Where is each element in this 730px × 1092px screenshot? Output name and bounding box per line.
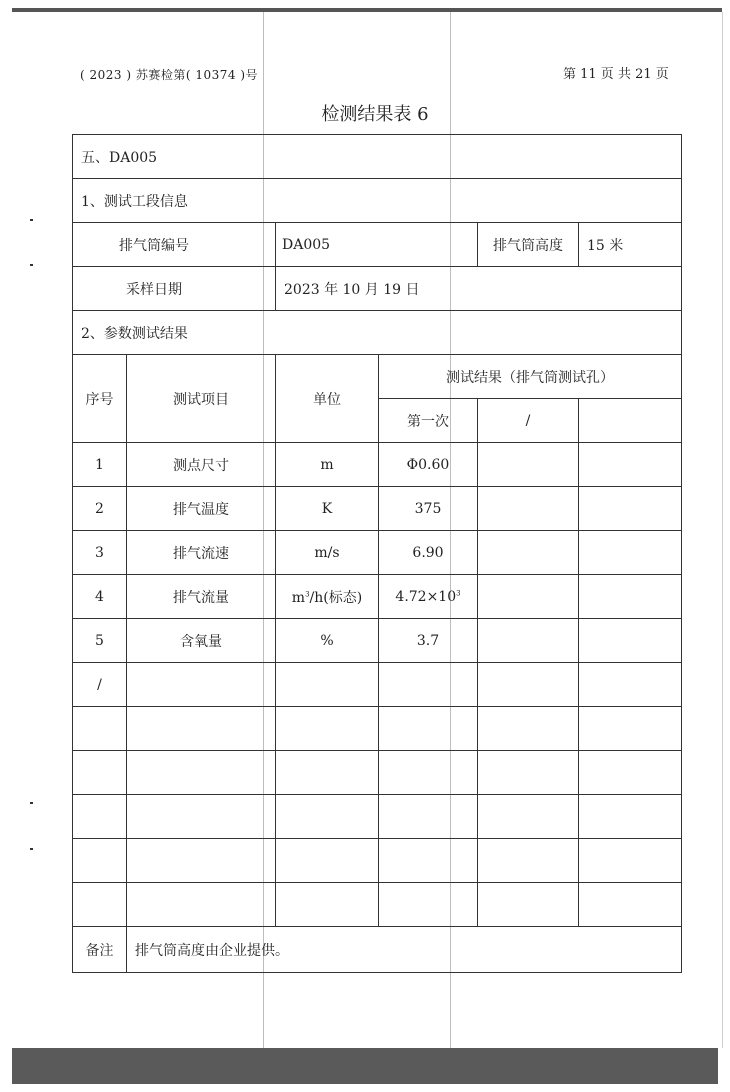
stack-height-value: 15 米 bbox=[579, 223, 682, 267]
page-number: 第 11 页 共 21 页 bbox=[563, 67, 669, 82]
col-header-unit: 单位 bbox=[276, 355, 379, 443]
row-no: 4 bbox=[73, 575, 127, 619]
empty-cell bbox=[478, 575, 579, 619]
scan-speck bbox=[30, 264, 33, 266]
row-item: 测点尺寸 bbox=[127, 443, 276, 487]
table-row-blank bbox=[73, 883, 682, 927]
table-row-blank bbox=[73, 795, 682, 839]
row-item: 排气温度 bbox=[127, 487, 276, 531]
row-value: 6.90 bbox=[379, 531, 478, 575]
scan-speck bbox=[30, 802, 33, 804]
table-row bbox=[73, 443, 682, 487]
empty-cell bbox=[276, 883, 379, 927]
stack-id-label: 排气筒编号 bbox=[73, 223, 276, 267]
empty-cell bbox=[276, 707, 379, 751]
empty-cell bbox=[73, 707, 127, 751]
row-value: Φ0.60 bbox=[379, 443, 478, 487]
row-item: 排气流速 bbox=[127, 531, 276, 575]
report-number: ( 2023 ) 苏赛检第( 10374 )号 bbox=[80, 68, 259, 82]
empty-cell bbox=[579, 575, 682, 619]
empty-cell bbox=[478, 443, 579, 487]
stack-id-value: DA005 bbox=[276, 223, 478, 267]
empty-cell bbox=[73, 839, 127, 883]
col-header-result: 测试结果（排气筒测试孔） bbox=[379, 355, 682, 399]
empty-cell bbox=[478, 619, 579, 663]
row-item: 排气流量 bbox=[127, 575, 276, 619]
empty-cell bbox=[478, 751, 579, 795]
empty-cell bbox=[478, 487, 579, 531]
empty-cell bbox=[579, 663, 682, 707]
sub-header-empty bbox=[579, 399, 682, 443]
scan-speck bbox=[30, 219, 33, 221]
row-item: 含氧量 bbox=[127, 619, 276, 663]
row-no: 5 bbox=[73, 619, 127, 663]
empty-cell bbox=[478, 663, 579, 707]
remarks-label: 备注 bbox=[73, 927, 127, 973]
empty-cell bbox=[276, 795, 379, 839]
scan-speck bbox=[30, 848, 33, 850]
empty-cell bbox=[478, 839, 579, 883]
empty-cell bbox=[478, 883, 579, 927]
row-no: 3 bbox=[73, 531, 127, 575]
empty-cell bbox=[579, 707, 682, 751]
table-row bbox=[73, 487, 682, 531]
empty-cell bbox=[127, 795, 276, 839]
sub-header-first: 第一次 bbox=[379, 399, 478, 443]
scan-top-edge bbox=[12, 8, 722, 12]
row-no: 1 bbox=[73, 443, 127, 487]
table-row bbox=[73, 575, 682, 619]
empty-cell bbox=[478, 531, 579, 575]
empty-cell bbox=[579, 839, 682, 883]
sample-date-label: 采样日期 bbox=[73, 267, 276, 311]
page-title: 检测结果表 6 bbox=[321, 104, 429, 125]
row-unit bbox=[276, 663, 379, 707]
empty-cell bbox=[579, 531, 682, 575]
empty-cell bbox=[379, 707, 478, 751]
empty-cell bbox=[379, 839, 478, 883]
empty-cell bbox=[379, 795, 478, 839]
empty-cell bbox=[379, 751, 478, 795]
empty-cell bbox=[73, 795, 127, 839]
empty-cell bbox=[127, 707, 276, 751]
col-header-item: 测试项目 bbox=[127, 355, 276, 443]
empty-cell bbox=[579, 751, 682, 795]
row-unit: K bbox=[276, 487, 379, 531]
sample-date-value: 2023 年 10 月 19 日 bbox=[276, 267, 682, 311]
table-row-blank bbox=[73, 707, 682, 751]
sub-header-second: / bbox=[478, 399, 579, 443]
table-row-blank bbox=[73, 751, 682, 795]
empty-cell bbox=[127, 751, 276, 795]
row-no: / bbox=[73, 663, 127, 707]
table-row bbox=[73, 531, 682, 575]
row-no: 2 bbox=[73, 487, 127, 531]
row-value: 3.7 bbox=[379, 619, 478, 663]
empty-cell bbox=[579, 795, 682, 839]
table-row-blank bbox=[73, 839, 682, 883]
empty-cell bbox=[579, 883, 682, 927]
row-unit: m bbox=[276, 443, 379, 487]
table-row bbox=[73, 663, 682, 707]
empty-cell bbox=[127, 883, 276, 927]
remarks-text: 排气筒高度由企业提供。 bbox=[127, 927, 682, 973]
row-value bbox=[379, 663, 478, 707]
section-title: 五、DA005 bbox=[73, 135, 682, 179]
table-row bbox=[73, 619, 682, 663]
results-heading: 2、参数测试结果 bbox=[73, 311, 682, 355]
row-value: $4.72\times 10^3$ bbox=[379, 575, 478, 619]
stack-height-label: 排气筒高度 bbox=[478, 223, 579, 267]
empty-cell bbox=[73, 751, 127, 795]
empty-cell bbox=[127, 839, 276, 883]
row-unit: $m^3/h$(标态) bbox=[276, 575, 379, 619]
col-header-no: 序号 bbox=[73, 355, 127, 443]
scan-bottom-edge bbox=[12, 1048, 718, 1084]
row-unit: m/s bbox=[276, 531, 379, 575]
empty-cell bbox=[579, 619, 682, 663]
info-heading: 1、测试工段信息 bbox=[73, 179, 682, 223]
empty-cell bbox=[276, 839, 379, 883]
row-item bbox=[127, 663, 276, 707]
empty-cell bbox=[73, 883, 127, 927]
scan-right-edge bbox=[722, 12, 723, 1048]
results-table bbox=[72, 134, 682, 973]
empty-cell bbox=[579, 487, 682, 531]
row-unit: % bbox=[276, 619, 379, 663]
empty-cell bbox=[579, 443, 682, 487]
empty-cell bbox=[478, 707, 579, 751]
empty-cell bbox=[379, 883, 478, 927]
empty-cell bbox=[276, 751, 379, 795]
row-value: 375 bbox=[379, 487, 478, 531]
empty-cell bbox=[478, 795, 579, 839]
